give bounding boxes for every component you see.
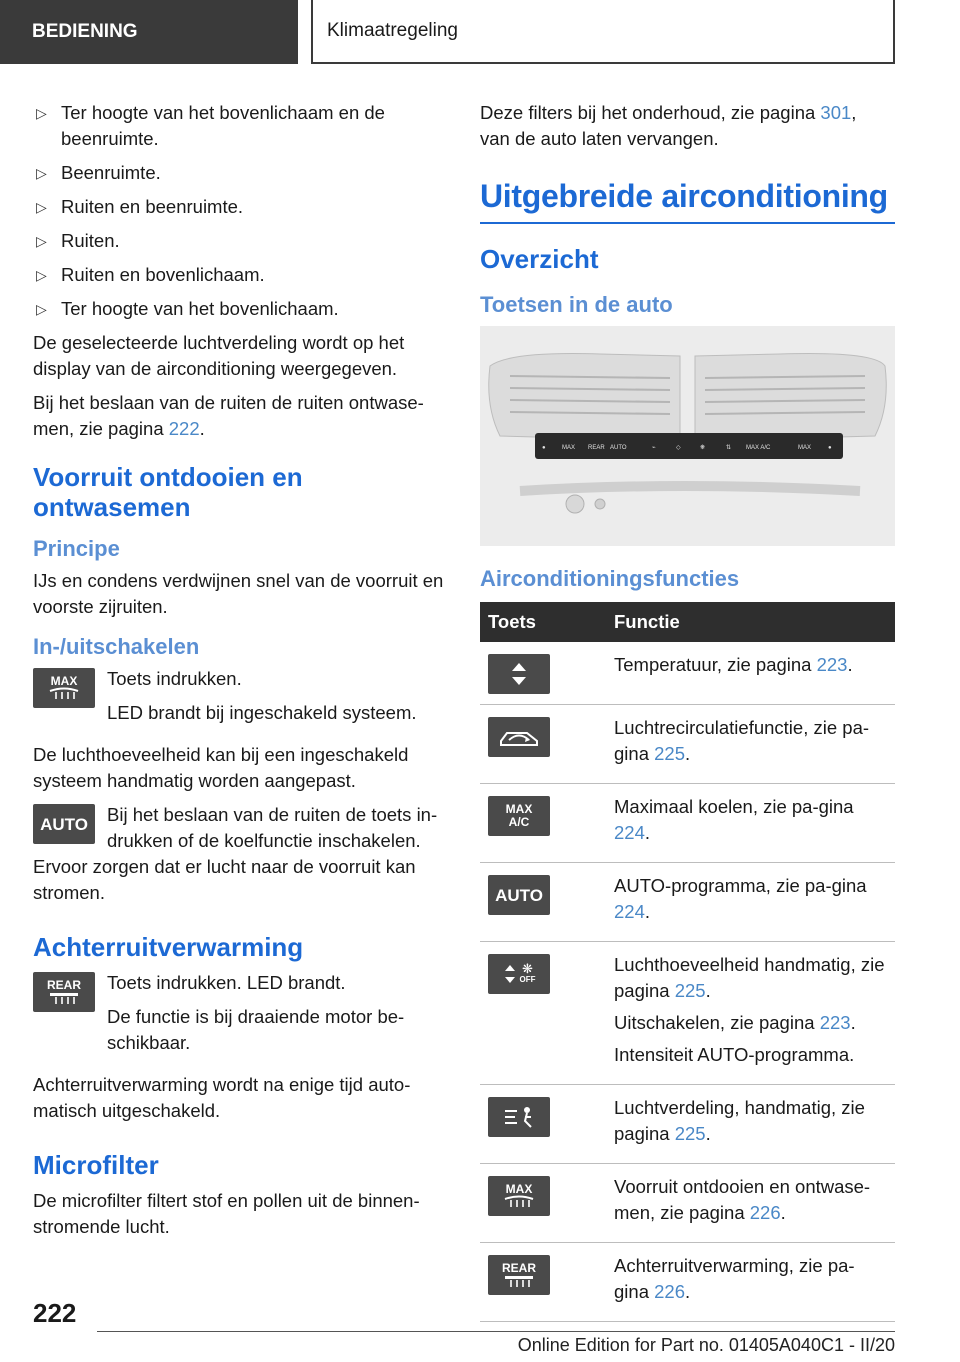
svg-text:AUTO: AUTO — [610, 445, 627, 451]
list-item: ▷ Beenruimte. — [33, 160, 448, 186]
right-column — [480, 100, 895, 1322]
page-link[interactable]: 222 — [168, 418, 200, 439]
page-link[interactable]: 301 — [820, 102, 852, 123]
table-row: REAR Achterruitverwarming, zie pa-gina 226. — [480, 1243, 895, 1322]
max-defrost-icon: MAX — [33, 668, 95, 708]
paragraph: De luchthoeveelheid kan bij een ingeschakeld systeem handmatig worden aangepast. — [33, 744, 409, 791]
svg-text:⇅: ⇅ — [726, 445, 732, 451]
svg-text:●: ● — [542, 445, 546, 451]
subsection-title-onoff: In-/uitschakelen — [33, 634, 200, 659]
paragraph: De functie is bij draaiende motor be-schikbaar. — [107, 1006, 405, 1053]
section-title-microfilter: Microfilter — [33, 1150, 159, 1180]
table-row: Luchtverdeling, handmatig, zie pagina 225. — [480, 1085, 895, 1164]
list-item: ▷ Ruiten. — [33, 228, 448, 254]
air-distribution-icon — [488, 1097, 550, 1137]
page-link[interactable]: 225 — [654, 743, 685, 764]
svg-text:MAX A/C: MAX A/C — [746, 445, 771, 451]
left-column — [33, 100, 448, 1248]
fan-off-icon: ❋ OFF — [488, 954, 550, 994]
footer-divider — [97, 1331, 895, 1332]
paragraph: Toets indrukken. — [107, 668, 242, 689]
page-link[interactable]: 224 — [614, 901, 645, 922]
auto-icon: AUTO — [488, 875, 550, 915]
air-distribution-list — [33, 100, 448, 322]
svg-text:MAX: MAX — [798, 445, 812, 451]
page-number: 222 — [33, 1298, 77, 1328]
paragraph: Bij het beslaan van de ruiten de toets in-drukken of de koelfunctie inschakelen. — [107, 804, 438, 851]
max-ac-icon: MAX A/C — [488, 796, 550, 836]
svg-text:◇: ◇ — [676, 445, 681, 451]
triangle-bullet-icon: ▷ — [36, 301, 47, 317]
icon-row — [33, 802, 448, 854]
page-link[interactable]: 225 — [674, 980, 706, 1001]
rear-defrost-icon: REAR — [33, 972, 95, 1012]
page-link[interactable]: 223 — [816, 654, 848, 675]
paragraph: De geselecteerde luchtverdeling wordt op het display van de airconditioning weergegeven. — [33, 332, 405, 379]
table-row: MAX A/C Maximaal koelen, zie pa-gina 224. — [480, 784, 895, 863]
max-defrost-icon: MAX — [488, 1176, 550, 1216]
page-link[interactable]: 224 — [614, 822, 645, 843]
page-link[interactable]: 223 — [819, 1012, 851, 1033]
paragraph: Deze filters bij het onderhoud, zie pagina 301, — [480, 102, 857, 123]
icon-row — [33, 970, 448, 1064]
functions-table — [480, 602, 895, 1322]
auto-icon: AUTO — [33, 804, 95, 844]
paragraph: van de auto laten vervangen. — [480, 128, 719, 149]
list-item: ▷ Ruiten en beenruimte. — [33, 194, 448, 220]
header-section: BEDIENING — [0, 0, 298, 64]
svg-text:REAR: REAR — [588, 445, 605, 451]
paragraph: De microfilter filtert stof en pollen uit de binnen-stromende lucht. — [33, 1190, 420, 1237]
main-title: Uitgebreide airconditioning — [480, 176, 895, 224]
temperature-arrows-icon — [488, 654, 550, 694]
table-header-function: Functie — [606, 602, 895, 642]
section-title-defrost: Voorruit ontdooien en ontwasemen — [33, 462, 303, 522]
paragraph: Bij het beslaan van de ruiten de ruiten ontwase-men, zie pagina 222. — [33, 392, 424, 439]
subsection-title-functions: Airconditioningsfuncties — [480, 566, 740, 591]
table-row: Luchtrecirculatiefunctie, zie pa-gina 225. — [480, 705, 895, 784]
paragraph: Ervoor zorgen dat er lucht naar de voorruit kan stromen. — [33, 856, 416, 903]
paragraph: Toets indrukken. LED brandt. — [107, 972, 346, 993]
icon-row — [33, 666, 448, 734]
page-link[interactable]: 226 — [749, 1202, 781, 1223]
svg-text:⌁: ⌁ — [652, 445, 656, 451]
section-title-overview: Overzicht — [480, 244, 599, 274]
paragraph: Achterruitverwarming wordt na enige tijd auto-matisch uitgeschakeld. — [33, 1074, 411, 1121]
rear-defrost-icon: REAR — [488, 1255, 550, 1295]
table-row: MAX Voorruit ontdooien en ontwase-men, zie pagina 226. — [480, 1164, 895, 1243]
page-link[interactable]: 226 — [654, 1281, 685, 1302]
header-chapter: Klimaatregeling — [311, 0, 895, 64]
dashboard-photo — [480, 326, 895, 546]
list-item: ▷ Ruiten en bovenlichaam. — [33, 262, 448, 288]
triangle-bullet-icon: ▷ — [36, 233, 47, 249]
page-link[interactable]: 225 — [674, 1123, 706, 1144]
paragraph: IJs en condens verdwijnen snel van de voorruit en voorste zijruiten. — [33, 570, 444, 617]
table-row: AUTO AUTO-programma, zie pa-gina 224. — [480, 863, 895, 942]
triangle-bullet-icon: ▷ — [36, 165, 47, 181]
table-row: Temperatuur, zie pagina 223. — [480, 642, 895, 705]
recirculation-icon — [488, 717, 550, 757]
list-item: ▷ Ter hoogte van het bovenlichaam. — [33, 296, 448, 322]
svg-text:❋: ❋ — [700, 445, 706, 451]
triangle-bullet-icon: ▷ — [36, 105, 47, 121]
table-row: ❋ OFF Luchthoeveelheid handmatig, zie pagina 225. Uitschakelen, zie pagina 223. Intensiteit AUTO-programma. — [480, 942, 895, 1085]
section-title-rear: Achterruitverwarming — [33, 932, 304, 962]
subsection-title-principle: Principe — [33, 536, 120, 561]
triangle-bullet-icon: ▷ — [36, 267, 47, 283]
paragraph: LED brandt bij ingeschakeld systeem. — [107, 702, 417, 723]
triangle-bullet-icon: ▷ — [36, 199, 47, 215]
table-header-key: Toets — [480, 602, 606, 642]
svg-text:MAX: MAX — [562, 445, 576, 451]
list-item: ▷ Ter hoogte van het bovenlichaam en de beenruimte. — [36, 102, 385, 149]
subsection-title-keys: Toetsen in de auto — [480, 292, 673, 317]
svg-text:●: ● — [828, 445, 832, 451]
edition-text: Online Edition for Part no. 01405A040C1 - II/20 — [517, 1335, 895, 1355]
